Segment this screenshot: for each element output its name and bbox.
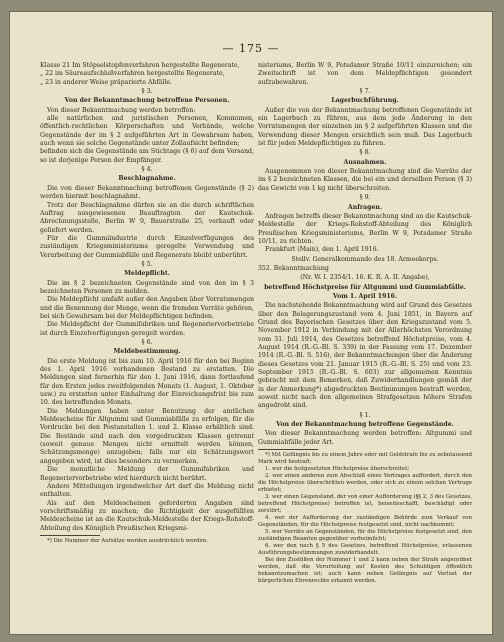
section-heading: Anfragen.	[347, 203, 383, 211]
section-heading: betreffend Höchstpreise für Altgummi und Gummiabfälle.	[264, 283, 466, 291]
right-column	[258, 62, 472, 585]
footnote: 5. wer Vorräte an Gegenständen, für die Höchstpreise festgesetzt sind, den zuständigen Beamten gegenüber verheimlicht;	[258, 529, 472, 543]
paragraph: Frankfurt (Main), den 1. April 1916.	[265, 246, 379, 254]
footnote: 1. wer die festgesetzten Höchstpreise überschreitet;	[265, 466, 410, 473]
paragraph: Klasse 21 Im Stöpselstopfenverfahren hergestellte Regenerate,	[40, 62, 240, 69]
section-heading: Von der Bekanntmachung betroffene Gegenstände.	[276, 421, 454, 429]
paragraph: „ 22 im Säureaufschlußverfahren hergestellte Regenerate,	[40, 70, 225, 78]
paragraph: Die erste Meldung ist bis zum 10. April 1916 für den bei Beginn des 1. April 1916 vorhandenen Bestand zu erstatten. Die Meldungen sind fernerhin für den 1. Juni 1916, dann fortlaufend für den Ersten jedes zweitfolgenden Monats (1. August, 1. Oktober usw.) zu erstatten unter Einhaltung der Einreichungsfrist bis zum 10. des betreffenden Monats.	[40, 357, 254, 407]
footnote-rule	[258, 449, 318, 450]
paragraph: Von dieser Bekanntmachung werden betroffen:	[47, 106, 196, 114]
paragraph: Die nachstehende Bekanntmachung wird auf Grund des Gesetzes über den Belagerungszustand vom 4. Juni 1851, in Bayern auf Grund des Bayerischen Gesetzes über den Kriegszustand vom 5. November 1912 in Verbindung mit der Allerhöchsten Verordnung vom 31. Juli 1914, des Gesetzes betreffend Höchstpreise, vom 4. August 1914 (R.-G.-Bl. S. 339) in der Fassung vom 17. Dezember 1914 (R.-G.-Bl. S. 516), der Bekanntmachungen über die Änderung dieses Gesetzes vom 21. Januar 1915 (R.-G.-Bl. S. 25) und vom 23. September 1915 (R.-G.-Bl. S. 603) zur allgemeinen Kenntnis gebracht mit dem Bemerken, daß Zuwiderhandlungen gemäß der in der Anmerkung*) abgedruckten Bestimmungen bestraft werden, soweit nicht nach den allgemeinen Strafgesetzen höhere Strafen angedroht sind.	[258, 302, 472, 410]
section-number: (Nr. W. I. 2354/1. 16. K. R. A. II. Angabe),	[300, 274, 430, 282]
section-heading: Ausnahmen.	[343, 158, 387, 166]
footnote-rule	[40, 535, 100, 536]
section-number: § 5.	[141, 260, 153, 268]
section-heading: Meldebestimmung.	[113, 348, 181, 356]
paragraph: Die Meldepflicht umfaßt außer den Angaben über Vorratsmengen und die Benennung der Menge, wenn die fremden Vorräte gehören, bei sich Gewahrsam bei der Meldepflichtigen befinden.	[40, 296, 254, 320]
paragraph: Außer die von der Bekanntmachung betroffenen Gegenstände ist ein Lagerbuch zu führen, aus dem jede Änderung in den Vorratsmengen der einzelnen im § 2 aufgeführten Klassen und die Verwendung dieser Mengen ersichtlich sein muß. Das Lagerbuch ist für jeden Meldepflichtigen zu führen.	[258, 106, 472, 148]
paragraph: Von dieser Bekanntmachung werden betroffen: Altgummi und Gummiabfälle jeder Art.	[258, 430, 472, 446]
paragraph: alle natürlichen und juristischen Personen, Kommunen, öffentlich-rechtlichen Körperschaften und Verbände, welche Gegenstände der im § 2 aufgeführten Art in Gewahrsam haben, auch wenn sie solche Gegenstände unter Zollaufsicht befinden;	[40, 115, 254, 148]
paragraph: befinden sich die Gegenstände am Stichtage (§ 6) auf dem Versand, so ist derjenige Person der Empfänger.	[40, 148, 254, 164]
section-number: § 6.	[141, 339, 153, 346]
paragraph: Andere Mitteilungen irgendwelcher Art darf die Meldung nicht enthalten.	[40, 482, 254, 499]
section-number: § 7.	[359, 88, 371, 96]
paragraph: „ 23 in anderer Weise präparierte Abfälle.	[40, 78, 173, 86]
paragraph: Die Meldepflicht der Gummifabriken und Regeneriervorbetriebe ist durch Einzelverfügungen geregelt worden.	[40, 321, 254, 337]
section-heading: Lagerbuchführung.	[331, 97, 399, 105]
paragraph: nisteriums, Berlin W 9, Potsdamer Straße 10/11 einzureichen; ein Zweitschrift ist von dem Meldepflichtigen gesondert aufzubewahren.	[258, 62, 472, 86]
section-number: Stellv. Generalkommando des 18. Armeekorps.	[291, 255, 439, 263]
section-number: § 1.	[359, 411, 371, 419]
paragraph: Die Meldungen haben unter Benutzung der amtlichen Meldescheine für Altgummi und Gummiabfälle zu erfolgen, für die Vordrucke bei den Postanstalten 1. und 2. Klasse erhältlich sind. Die Bestände sind nach den vorgedruckten Klassen getrennt (soweit genaue Mengen nicht ermittelt werden können, Schätzungsmenge) anzugeben; falls nur ein Schätzungswert angegeben wird, ist dies besonders zu vermerken.	[40, 407, 254, 465]
footnote: *) Die Nummer der Aufsätze werden ausdrücklich werden.	[47, 537, 208, 544]
section-number: § 4.	[141, 166, 153, 174]
footnote: *) Mit Gefängnis bis zu einem Jahre oder mit Geldstrafe bis zu zehntausend Mark wird bestraft:	[258, 452, 472, 466]
paragraph: 352. Bekanntmachung	[258, 264, 329, 272]
section-number: § 3.	[141, 88, 153, 96]
paragraph: Ausgenommen von dieser Bekanntmachung sind die Vorräte der im § 2 bezeichneten Klassen, die bei ein und derselben Person (§ 3) das Gewicht von 1 kg nicht überschreiten.	[258, 168, 472, 192]
footnote: 6. wer den nach § 5 des Gesetzes, betreffend Höchstpreise, erlassenen Ausführungsbestimmungen zuwiderhandelt.	[258, 543, 472, 557]
document-page	[10, 12, 492, 634]
left-column	[40, 62, 254, 545]
footnote: Bei den Zustößen der Nummer 1 und 2 kann neben der Strafe angeordnet werden, daß die Verurteilung auf Kosten des Schuldigen öffentlich bekanntzumachen ist; auch kann neben Gefängnis auf Verlust der bürgerlichen Ehrenrechte erkannt werden.	[258, 557, 472, 585]
section-heading: Beschlagnahme.	[118, 175, 176, 183]
footnote: 3. wer einen Gegenstand, der von einer Aufforderung (§§ 2, 3 des Gesetzes, betreffend Höchstpreise) betroffen ist, beiseiteschafft, beschädigt oder zerstört;	[258, 494, 472, 515]
paragraph: Für die Gummiindustrie durch Einzelverfügungen des zuständigen Kriegsministeriums geregelte Verwendung und Verarbeitung der Gummiabfälle und Regenerate bleibt unberührt.	[40, 234, 254, 259]
section-number: § 8.	[359, 149, 371, 157]
page-number: — 175 —	[222, 42, 280, 55]
paragraph: Anfragen betreffs dieser Bekanntmachung sind an die Kautschuk-Meldestelle der Kriegs-Rohstoff-Abteilung des Königlich Preußischen Kriegsministeriums, Berlin W 9, Potsdamer Straße 10/11, zu richten.	[258, 212, 473, 245]
footnote: 2. wer einen anderen zum Abschluß eines Vertrages auffordert, durch den die Höchstpreise überschritten werden, oder sich zu einem solchen Vertrage erbietet;	[258, 473, 472, 494]
section-heading: Vom 1. April 1916.	[332, 292, 398, 300]
paragraph: Die von dieser Bekanntmachung betroffenen Gegenstände (§ 2) werden hiermit beschlagnahmt.	[40, 184, 254, 201]
footnote: 4. wer der Aufforderung der zuständigen Behörde zum Verkauf von Gegenständen, für die Höchstpreise festgesetzt sind, nicht nachkommt;	[258, 515, 472, 529]
section-heading: Von der Bekanntmachung betroffene Personen.	[64, 97, 230, 105]
paragraph: Die monatliche Meldung der Gummifabriken und Regeneriervorbetriebe wird hierdurch nicht berührt.	[40, 466, 254, 482]
paragraph: Als auf den Meldescheinen geforderten Angaben sind vorschriftsmäßig zu machen; die Richtigkeit der ausgefüllten Meldescheine ist an die Kautschuk-Meldestelle der Kriegs-Rohstoff-Abteilung des Königlich Preußischen Kriegsmi-	[40, 499, 254, 532]
paragraph: Die im § 2 bezeichneten Gegenstände sind von den im § 3 bezeichneten Personen zu melden.	[40, 279, 254, 295]
paragraph: Trotz der Beschlagnahme dürfen sie an die durch schriftlichen Auftrag ausgewiesenen Beauftragten der Kautschuk-Abrechnungsstelle, Berlin W 9, Bauerstraße 25, verkauft oder geliefert werden.	[40, 201, 254, 234]
section-heading: Meldepflicht.	[124, 270, 170, 278]
section-number: § 9.	[359, 194, 371, 202]
